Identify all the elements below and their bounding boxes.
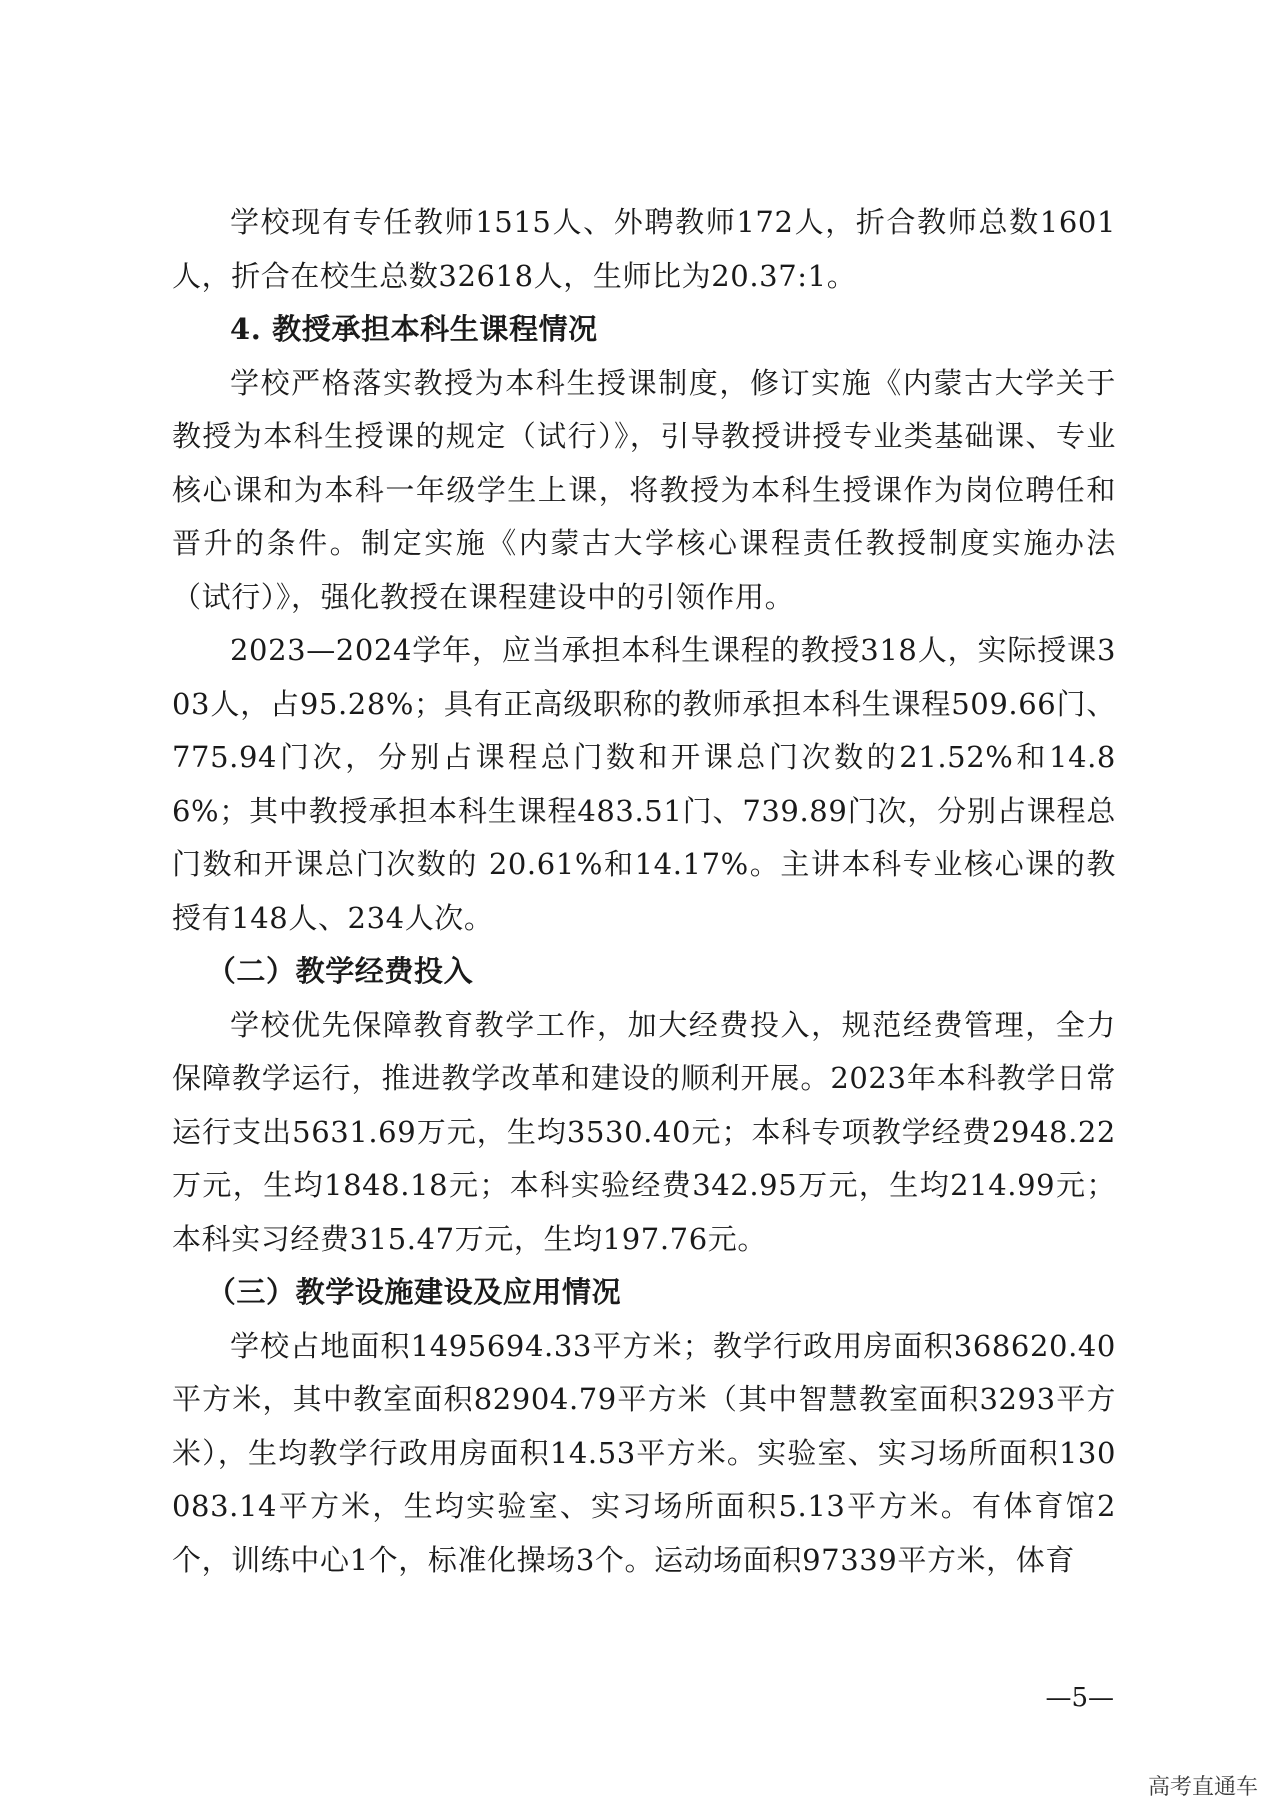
page-number: —5— (1045, 1683, 1114, 1713)
paragraph-teaching-facilities: 学校占地面积1495694.33平方米；教学行政用房面积368620.40平方米，其中教室面积82904.79平方米（其中智慧教室面积3293平方米），生均教学行政用房面积14.53平方米。实验室、实习场所面积130083.14平方米，生均实验室、实习场所面积5.13平方米。有体育馆2个，训练中心1个，标准化操场3个。运动场面积97339平方米，体育 (172, 1328, 1116, 1577)
paragraph-teaching-funds: 学校优先保障教育教学工作，加大经费投入，规范经费管理，全力保障教学运行，推进教学改革和建设的顺利开展。2023年本科教学日常运行支出5631.69万元，生均3530.40元；本科专项教学经费2948.22万元，生均1848.18元；本科实验经费342.95万元，生均214.99元；本科实习经费315.47万元，生均197.76元。 (172, 1007, 1116, 1256)
document-body (172, 196, 1116, 1587)
heading-teaching-funds: （二）教学经费投入 (206, 954, 474, 988)
paragraph-professor-policy: 学校严格落实教授为本科生授课制度，修订实施《内蒙古大学关于教授为本科生授课的规定（试行）》，引导教授讲授专业类基础课、专业核心课和为本科一年级学生上课，将教授为本科生授课作为岗位聘任和晋升的条件。制定实施《内蒙古大学核心课程责任教授制度实施办法（试行）》，强化教授在课程建设中的引领作用。 (172, 365, 1116, 614)
paragraph-teacher-ratio: 学校现有专任教师1515人、外聘教师172人，折合教师总数1601人，折合在校生总数32618人，生师比为20.37:1。 (172, 205, 1116, 293)
paragraph-professor-stats: 2023—2024学年，应当承担本科生课程的教授318人，实际授课303人，占95.28%；具有正高级职称的教师承担本科生课程509.66门、775.94门次，分别占课程总门数和开课总门次数的21.52%和14.86%；其中教授承担本科生课程483.51门、739.89门次，分别占课程总门数和开课总门次数的 20.61%和14.17%。主讲本科专业核心课的教授有148人、234人次。 (172, 633, 1116, 935)
watermark-text: 高考直通车 (1147, 1775, 1258, 1800)
heading-teaching-facilities: （三）教学设施建设及应用情况 (206, 1275, 622, 1309)
heading-professors-courses: 4. 教授承担本科生课程情况 (230, 312, 598, 346)
